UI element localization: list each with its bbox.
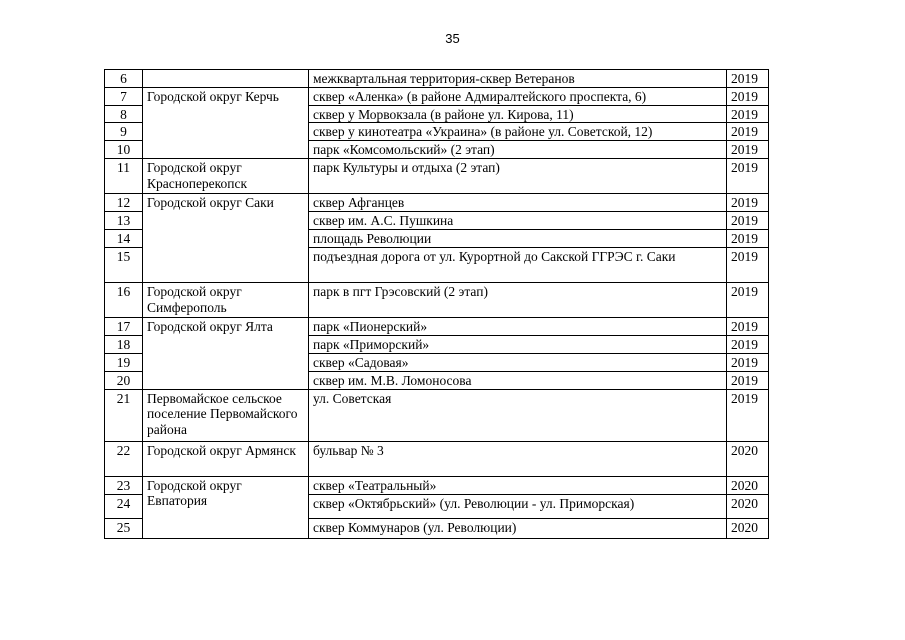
year-cell: 2020 xyxy=(727,476,769,494)
object-name: сквер «Театральный» xyxy=(309,476,727,494)
row-number: 11 xyxy=(105,159,143,194)
year-cell: 2019 xyxy=(727,141,769,159)
year-cell: 2019 xyxy=(727,123,769,141)
year-cell: 2019 xyxy=(727,389,769,441)
municipality-cell: Городской округ Армянск xyxy=(143,441,309,476)
table-row xyxy=(105,283,769,318)
object-name: парк в пгт Грэсовский (2 этап) xyxy=(309,283,727,318)
improvement-objects-table xyxy=(104,69,769,539)
row-number: 9 xyxy=(105,123,143,141)
object-name: парк «Пионерский» xyxy=(309,318,727,336)
year-cell: 2019 xyxy=(727,106,769,123)
row-number: 16 xyxy=(105,283,143,318)
row-number: 13 xyxy=(105,212,143,230)
object-name: сквер им. А.С. Пушкина xyxy=(309,212,727,230)
row-number: 19 xyxy=(105,354,143,372)
table-row xyxy=(105,476,769,494)
municipality-cell xyxy=(143,70,309,88)
row-number: 22 xyxy=(105,441,143,476)
table-row xyxy=(105,70,769,88)
year-cell: 2019 xyxy=(727,248,769,283)
year-cell: 2019 xyxy=(727,159,769,194)
year-cell: 2019 xyxy=(727,372,769,389)
municipality-cell: Первомайское сельское поселение Первомайского района xyxy=(143,389,309,441)
municipality-cell: Городской округ Ялта xyxy=(143,318,309,389)
row-number: 10 xyxy=(105,141,143,159)
municipality-cell: Городской округ Евпатория xyxy=(143,476,309,538)
row-number: 24 xyxy=(105,494,143,518)
row-number: 20 xyxy=(105,372,143,389)
table-row xyxy=(105,441,769,476)
object-name: ул. Советская xyxy=(309,389,727,441)
row-number: 25 xyxy=(105,518,143,538)
year-cell: 2020 xyxy=(727,518,769,538)
municipality-cell: Городской округ Красноперекопск xyxy=(143,159,309,194)
table-row xyxy=(105,318,769,336)
row-number: 23 xyxy=(105,476,143,494)
object-name: сквер «Аленка» (в районе Адмиралтейского проспекта, 6) xyxy=(309,88,727,106)
row-number: 7 xyxy=(105,88,143,106)
year-cell: 2019 xyxy=(727,70,769,88)
table-row xyxy=(105,159,769,194)
object-name: подъездная дорога от ул. Курортной до Сакской ГГРЭС г. Саки xyxy=(309,248,727,283)
object-name: парк Культуры и отдыха (2 этап) xyxy=(309,159,727,194)
object-name: сквер им. М.В. Ломоносова xyxy=(309,372,727,389)
row-number: 6 xyxy=(105,70,143,88)
object-name: парк «Приморский» xyxy=(309,336,727,354)
row-number: 21 xyxy=(105,389,143,441)
table-row xyxy=(105,389,769,441)
year-cell: 2019 xyxy=(727,230,769,248)
object-name: площадь Революции xyxy=(309,230,727,248)
row-number: 12 xyxy=(105,194,143,212)
year-cell: 2019 xyxy=(727,318,769,336)
table-row xyxy=(105,88,769,106)
row-number: 15 xyxy=(105,248,143,283)
municipality-cell: Городской округ Симферополь xyxy=(143,283,309,318)
page-number: 35 xyxy=(445,31,460,46)
object-name: сквер у кинотеатра «Украина» (в районе ул. Советской, 12) xyxy=(309,123,727,141)
table-row xyxy=(105,194,769,212)
year-cell: 2019 xyxy=(727,194,769,212)
year-cell: 2020 xyxy=(727,441,769,476)
year-cell: 2020 xyxy=(727,494,769,518)
object-name: бульвар № 3 xyxy=(309,441,727,476)
row-number: 18 xyxy=(105,336,143,354)
year-cell: 2019 xyxy=(727,88,769,106)
object-name: межквартальная территория-сквер Ветеранов xyxy=(309,70,727,88)
object-name: сквер у Морвокзала (в районе ул. Кирова, 11) xyxy=(309,106,727,123)
municipality-cell: Городской округ Керчь xyxy=(143,88,309,159)
year-cell: 2019 xyxy=(727,212,769,230)
object-name: сквер Коммунаров (ул. Революции) xyxy=(309,518,727,538)
object-name: сквер Афганцев xyxy=(309,194,727,212)
row-number: 14 xyxy=(105,230,143,248)
object-name: парк «Комсомольский» (2 этап) xyxy=(309,141,727,159)
object-name: сквер «Октябрьский» (ул. Революции - ул. Приморская) xyxy=(309,494,727,518)
year-cell: 2019 xyxy=(727,354,769,372)
object-name: сквер «Садовая» xyxy=(309,354,727,372)
year-cell: 2019 xyxy=(727,336,769,354)
municipality-cell: Городской округ Саки xyxy=(143,194,309,283)
row-number: 17 xyxy=(105,318,143,336)
row-number: 8 xyxy=(105,106,143,123)
year-cell: 2019 xyxy=(727,283,769,318)
